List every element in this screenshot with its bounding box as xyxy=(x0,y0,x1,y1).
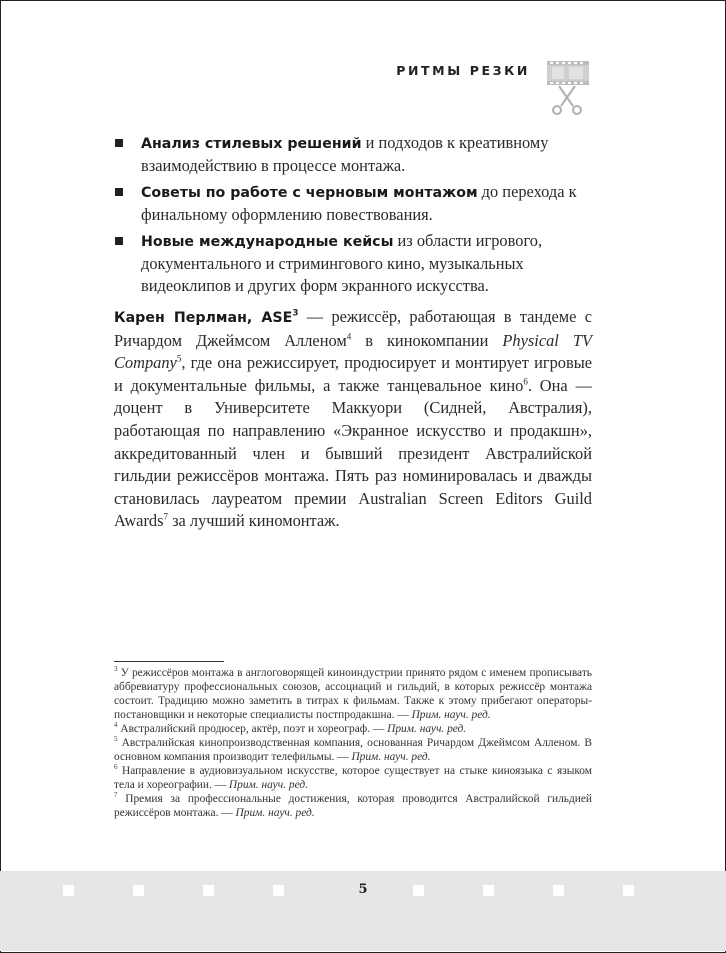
list-item xyxy=(114,181,592,226)
footnote-number: 3 xyxy=(114,665,118,674)
film-strip-scissors-icon xyxy=(543,58,593,118)
footnote xyxy=(114,792,592,820)
footnotes xyxy=(114,666,592,820)
editor-note: Прим. науч. ред. xyxy=(235,807,315,819)
running-header: РИТМЫ РЕЗКИ xyxy=(396,63,530,78)
bio-text: — режиссёр, работающая в тандеме с Ричардом Джеймсом Алленом xyxy=(114,307,592,350)
footnote-text: Премия за профессиональные достижения, которая проводится Австралийской гильдией режиссёров монтажа. — xyxy=(114,793,592,819)
footnote-ref: 6 xyxy=(523,376,528,387)
footnote-ref: 5 xyxy=(176,353,182,364)
footnote-ref: 7 xyxy=(163,511,168,522)
bullet-text: из области игрового, документального и стримингового кино, музыкальных видеоклипов и других форм экранного искусства. xyxy=(141,231,543,295)
feature-list xyxy=(114,132,592,301)
bullet-text: до перехода к финальному оформлению повествования. xyxy=(141,182,577,224)
footnote xyxy=(114,764,592,792)
bullet-text: и подходов к креативному взаимодействию в процессе монтажа. xyxy=(141,133,549,175)
square-bullet-icon xyxy=(115,188,123,196)
editor-note: Прим. науч. ред. xyxy=(228,779,308,791)
footnote-number: 4 xyxy=(114,721,118,730)
bullet-heading: Советы по работе с черновым монтажом xyxy=(141,185,478,201)
footnote-number: 7 xyxy=(114,791,118,800)
bullet-heading: Новые международные кейсы xyxy=(141,234,394,250)
footnote xyxy=(114,736,592,764)
bio-text: . Она — доцент в Университете Маккуори (Сидней, Австралия), работающая по направлению «Экранное искусство и продакшн», аккредитованный член и бывший президент Австралийской гильдии режиссёров монтажа. Пять раз номинировалась и дважды становилась лауреатом премии Australian Screen Editors Guild Awards xyxy=(114,375,592,531)
bullet-heading: Анализ стилевых решений xyxy=(141,136,362,152)
editor-note: Прим. науч. ред. xyxy=(387,723,467,735)
bio-text: , где она режиссирует, продюсирует и монтирует игровые и документальные фильмы, а также танцевальное кино xyxy=(114,353,592,395)
footnote-ref: 4 xyxy=(346,331,352,342)
editor-note: Прим. науч. ред. xyxy=(411,709,491,721)
company-name: Physical TV Company xyxy=(114,330,592,373)
page-number: 5 xyxy=(358,882,368,897)
footnote-ref: 3 xyxy=(292,308,299,319)
list-item xyxy=(114,132,592,177)
footnote-number: 6 xyxy=(114,763,118,772)
author-name: Карен Перлман, ASE xyxy=(114,310,293,326)
square-bullet-icon xyxy=(115,237,123,245)
bio-text: за лучший киномонтаж. xyxy=(167,511,340,531)
footer-band xyxy=(0,871,726,951)
bio-text: в кинокомпании xyxy=(351,330,503,350)
footnote-text: У режиссёров монтажа в англоговорящей киноиндустрии принято рядом с именем прописывать аббревиатуру профессиональных союзов, ассоциаций и гильдий, в которых режиссёр монтажа состоит. Традицию можно заметить в титрах к фильмам. Также к этому прибегают операторы-постановщики и некоторые специалисты постпродакшна. — xyxy=(114,667,592,721)
footnote-text: Направление в аудиовизуальном искусстве, которое существует на стыке киноязыка с языком тела и хореографии. — xyxy=(114,765,592,791)
square-bullet-icon xyxy=(115,139,123,147)
footnote-divider xyxy=(114,661,224,662)
footnote xyxy=(114,722,592,736)
footnote-number: 5 xyxy=(114,735,118,744)
footnote-text: Австралийская кинопроизводственная компания, основанная Ричардом Джеймсом Алленом. В основном компания производит телефильмы. — xyxy=(114,737,592,763)
author-bio xyxy=(114,306,592,533)
editor-note: Прим. науч. ред. xyxy=(351,751,431,763)
footnote xyxy=(114,666,592,722)
footnote-text: Австралийский продюсер, актёр, поэт и хореограф. — xyxy=(117,723,388,735)
list-item xyxy=(114,230,592,297)
